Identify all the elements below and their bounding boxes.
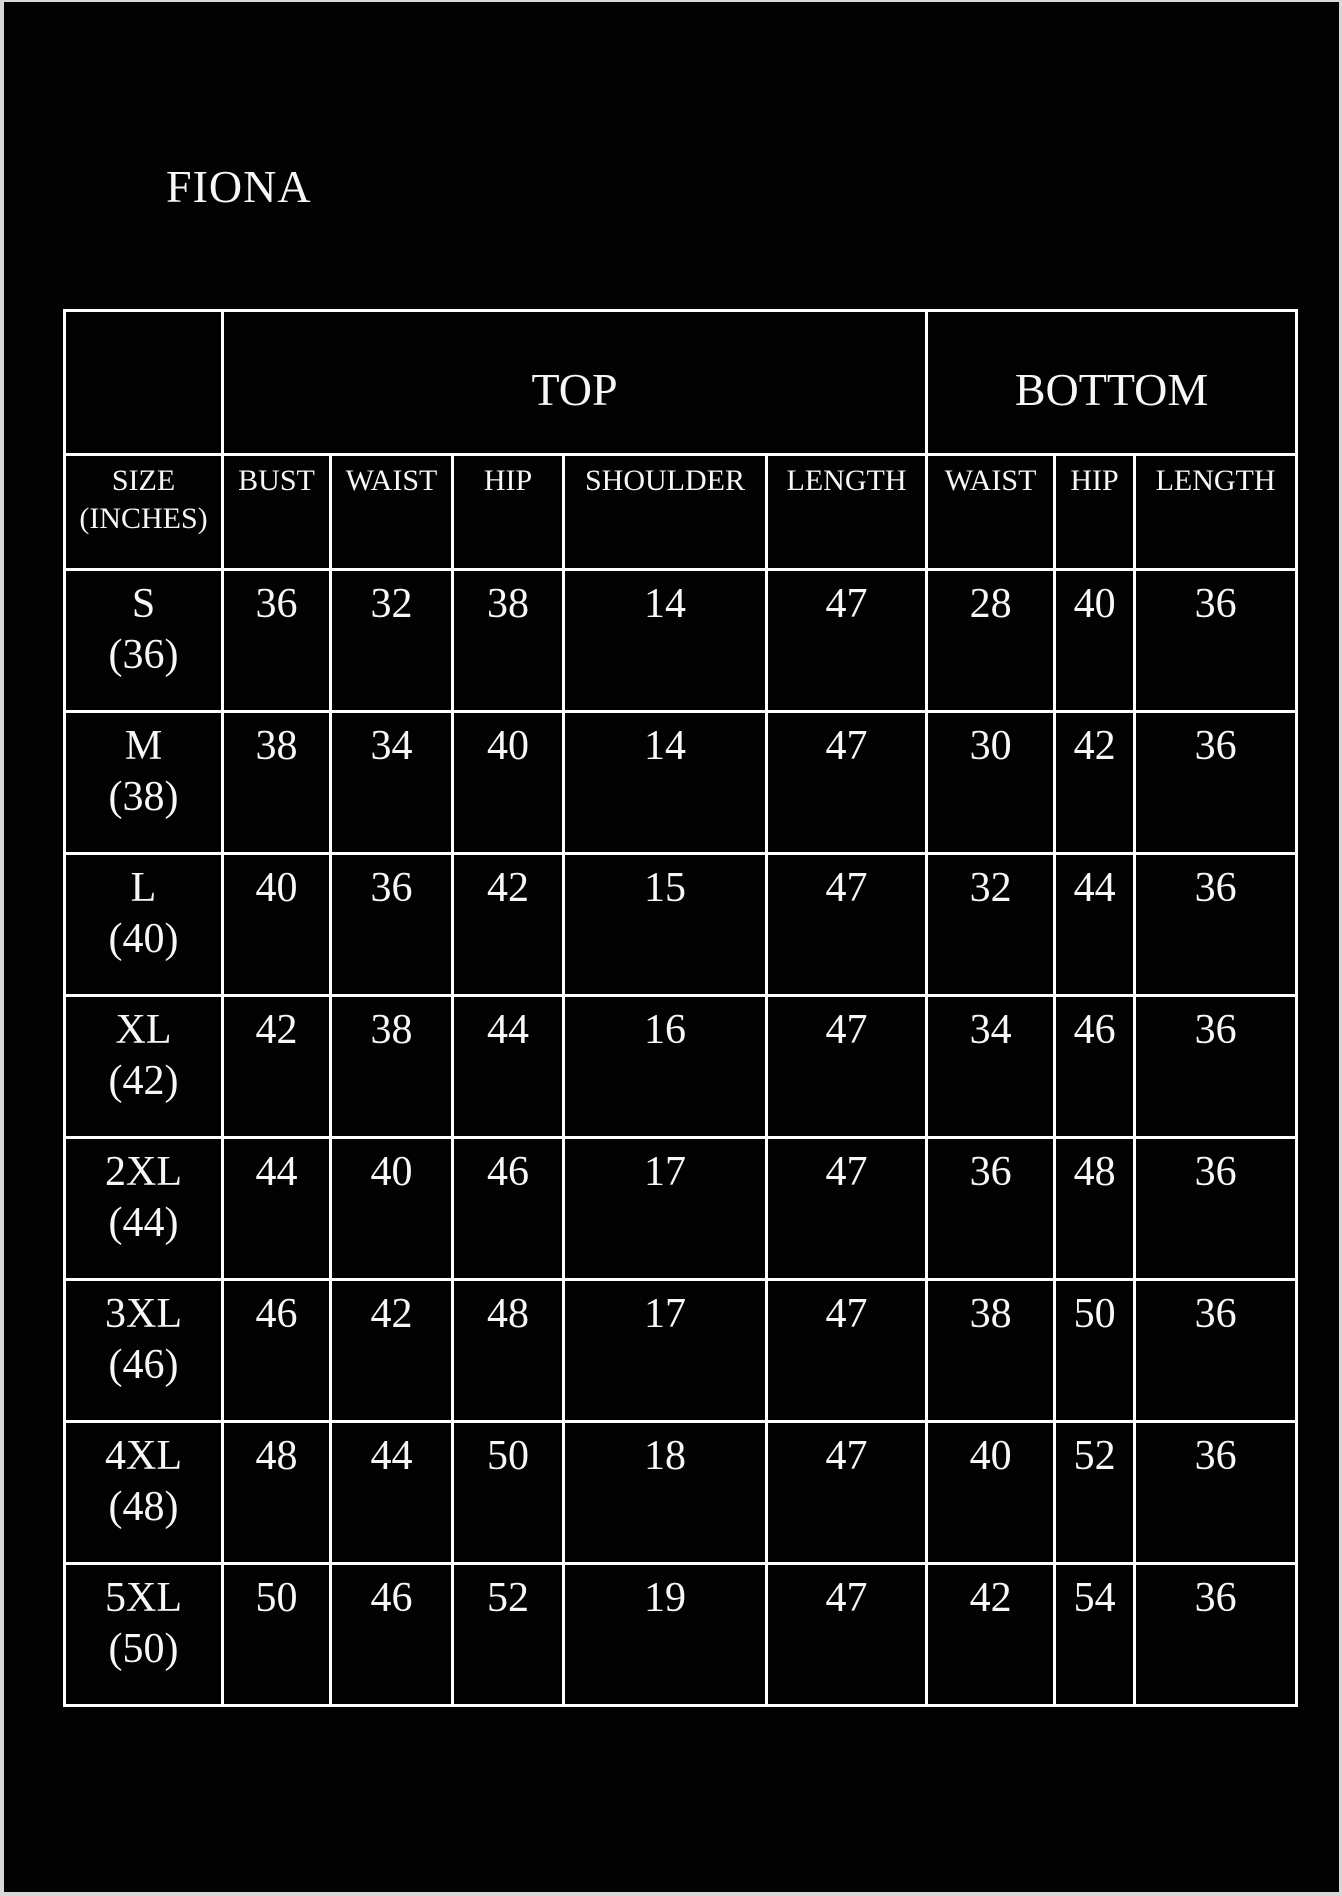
cell-2xl-top-shoulder: 17 — [564, 1138, 767, 1280]
size-inches-label: (36) — [108, 632, 179, 679]
size-label-cell — [65, 996, 223, 1138]
bottom-group-header: BOTTOM — [927, 311, 1297, 455]
cell-5xl-top-bust: 50 — [223, 1564, 331, 1706]
size-label-cell — [65, 712, 223, 854]
cell-5xl-top-length: 47 — [767, 1564, 927, 1706]
cell-3xl-top-bust: 46 — [223, 1280, 331, 1422]
size-label: L — [130, 865, 157, 911]
cell-s-top-hip: 38 — [453, 570, 564, 712]
cell-xl-top-hip: 44 — [453, 996, 564, 1138]
size-inches-label: (38) — [108, 774, 179, 821]
size-inches-label: (46) — [108, 1342, 179, 1389]
cell-3xl-top-shoulder: 17 — [564, 1280, 767, 1422]
column-header-row — [65, 455, 1297, 570]
size-header-line1: SIZE — [111, 464, 176, 497]
cell-m-bottom-hip: 42 — [1055, 712, 1135, 854]
size-inches-label: (50) — [108, 1626, 179, 1673]
cell-4xl-top-shoulder: 18 — [564, 1422, 767, 1564]
size-row-3xl — [65, 1280, 1297, 1422]
cell-xl-bottom-length: 36 — [1135, 996, 1297, 1138]
cell-xl-top-waist: 38 — [331, 996, 453, 1138]
cell-xl-top-bust: 42 — [223, 996, 331, 1138]
cell-4xl-bottom-hip: 52 — [1055, 1422, 1135, 1564]
size-label: 4XL — [105, 1433, 182, 1479]
page-background — [4, 2, 1339, 1892]
cell-m-top-bust: 38 — [223, 712, 331, 854]
size-label-cell — [65, 1138, 223, 1280]
cell-2xl-top-length: 47 — [767, 1138, 927, 1280]
cell-s-bottom-hip: 40 — [1055, 570, 1135, 712]
column-header-bottom-waist: WAIST — [927, 455, 1055, 570]
cell-xl-top-length: 47 — [767, 996, 927, 1138]
column-header-top-hip: HIP — [453, 455, 564, 570]
size-row-m — [65, 712, 1297, 854]
size-header-line2: (INCHES) — [79, 501, 208, 535]
size-label: M — [124, 723, 163, 769]
size-label-cell — [65, 1564, 223, 1706]
cell-2xl-top-waist: 40 — [331, 1138, 453, 1280]
column-header-bottom-hip: HIP — [1055, 455, 1135, 570]
cell-3xl-bottom-hip: 50 — [1055, 1280, 1135, 1422]
cell-4xl-top-waist: 44 — [331, 1422, 453, 1564]
column-header-top-waist: WAIST — [331, 455, 453, 570]
size-row-l — [65, 854, 1297, 996]
cell-5xl-top-waist: 46 — [331, 1564, 453, 1706]
size-label-cell — [65, 1280, 223, 1422]
group-header-row — [65, 311, 1297, 455]
size-row-xl — [65, 996, 1297, 1138]
cell-m-top-length: 47 — [767, 712, 927, 854]
size-label: 2XL — [105, 1149, 182, 1195]
cell-2xl-bottom-length: 36 — [1135, 1138, 1297, 1280]
size-label-cell — [65, 1422, 223, 1564]
cell-l-top-bust: 40 — [223, 854, 331, 996]
size-row-s — [65, 570, 1297, 712]
cell-m-top-waist: 34 — [331, 712, 453, 854]
cell-s-top-waist: 32 — [331, 570, 453, 712]
blank-corner-cell — [65, 311, 223, 455]
cell-4xl-top-length: 47 — [767, 1422, 927, 1564]
size-row-4xl — [65, 1422, 1297, 1564]
cell-3xl-top-hip: 48 — [453, 1280, 564, 1422]
size-chart-table — [63, 309, 1298, 1707]
cell-m-top-shoulder: 14 — [564, 712, 767, 854]
size-inches-label: (48) — [108, 1484, 179, 1531]
size-row-2xl — [65, 1138, 1297, 1280]
cell-xl-top-shoulder: 16 — [564, 996, 767, 1138]
column-header-top-length: LENGTH — [767, 455, 927, 570]
cell-s-top-bust: 36 — [223, 570, 331, 712]
cell-m-bottom-waist: 30 — [927, 712, 1055, 854]
cell-xl-bottom-waist: 34 — [927, 996, 1055, 1138]
cell-5xl-top-shoulder: 19 — [564, 1564, 767, 1706]
cell-2xl-top-hip: 46 — [453, 1138, 564, 1280]
cell-4xl-bottom-waist: 40 — [927, 1422, 1055, 1564]
size-inches-label: (40) — [108, 916, 179, 963]
size-inches-label: (44) — [108, 1200, 179, 1247]
column-header-bottom-length: LENGTH — [1135, 455, 1297, 570]
cell-5xl-top-hip: 52 — [453, 1564, 564, 1706]
cell-3xl-bottom-length: 36 — [1135, 1280, 1297, 1422]
cell-s-bottom-length: 36 — [1135, 570, 1297, 712]
cell-2xl-top-bust: 44 — [223, 1138, 331, 1280]
cell-m-top-hip: 40 — [453, 712, 564, 854]
size-label-cell — [65, 570, 223, 712]
cell-l-top-waist: 36 — [331, 854, 453, 996]
cell-xl-bottom-hip: 46 — [1055, 996, 1135, 1138]
size-label-cell — [65, 854, 223, 996]
column-header-top-bust: BUST — [223, 455, 331, 570]
size-inches-label: (42) — [108, 1058, 179, 1105]
size-label: 5XL — [105, 1575, 182, 1621]
size-row-5xl — [65, 1564, 1297, 1706]
cell-4xl-top-bust: 48 — [223, 1422, 331, 1564]
cell-l-top-hip: 42 — [453, 854, 564, 996]
cell-5xl-bottom-length: 36 — [1135, 1564, 1297, 1706]
cell-3xl-bottom-waist: 38 — [927, 1280, 1055, 1422]
cell-s-bottom-waist: 28 — [927, 570, 1055, 712]
cell-5xl-bottom-hip: 54 — [1055, 1564, 1135, 1706]
cell-s-top-length: 47 — [767, 570, 927, 712]
cell-l-bottom-length: 36 — [1135, 854, 1297, 996]
cell-s-top-shoulder: 14 — [564, 570, 767, 712]
size-label: S — [131, 581, 156, 627]
cell-m-bottom-length: 36 — [1135, 712, 1297, 854]
cell-4xl-top-hip: 50 — [453, 1422, 564, 1564]
cell-3xl-top-waist: 42 — [331, 1280, 453, 1422]
column-header-size-inches — [65, 455, 223, 570]
cell-l-bottom-hip: 44 — [1055, 854, 1135, 996]
cell-l-bottom-waist: 32 — [927, 854, 1055, 996]
cell-l-top-shoulder: 15 — [564, 854, 767, 996]
cell-5xl-bottom-waist: 42 — [927, 1564, 1055, 1706]
size-label: 3XL — [105, 1291, 182, 1337]
cell-2xl-bottom-waist: 36 — [927, 1138, 1055, 1280]
cell-4xl-bottom-length: 36 — [1135, 1422, 1297, 1564]
cell-l-top-length: 47 — [767, 854, 927, 996]
cell-3xl-top-length: 47 — [767, 1280, 927, 1422]
column-header-top-shoulder: SHOULDER — [564, 455, 767, 570]
size-label: XL — [115, 1007, 172, 1053]
cell-2xl-bottom-hip: 48 — [1055, 1138, 1135, 1280]
brand-title: FIONA — [166, 161, 312, 212]
top-group-header: TOP — [223, 311, 927, 455]
